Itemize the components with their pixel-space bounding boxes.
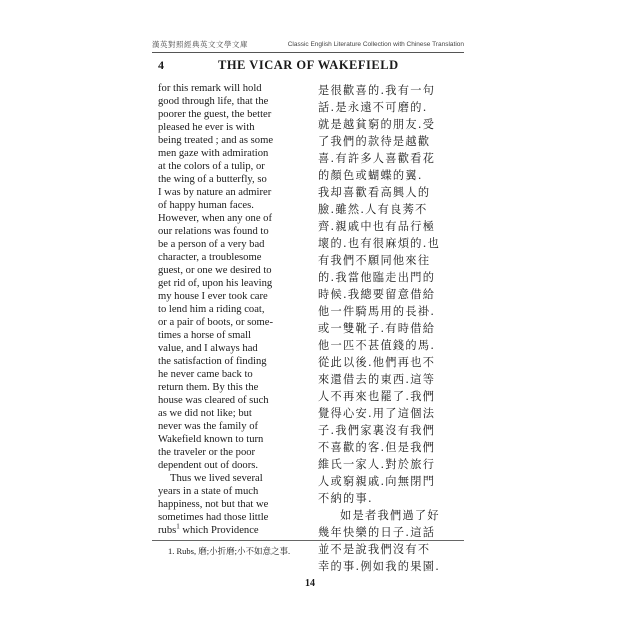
chinese-line: 人不再來也罷了.我們 bbox=[318, 390, 436, 403]
chinese-line: 幸的事.例如我的果園. bbox=[318, 560, 441, 573]
page-number-bottom: 14 bbox=[305, 578, 315, 589]
english-line: the satisfaction of finding bbox=[158, 356, 267, 367]
english-line: at the colors of a tulip, or bbox=[158, 161, 265, 172]
english-line: my house I ever took care bbox=[158, 291, 268, 302]
chinese-line: 或一雙靴子.有時借給 bbox=[318, 322, 436, 335]
running-head bbox=[152, 58, 464, 76]
chinese-line: 是很歡喜的.我有一句 bbox=[318, 84, 436, 97]
page-number-top: 4 bbox=[158, 58, 164, 72]
chinese-line: 從此以後.他們再也不 bbox=[318, 356, 436, 369]
english-line: be a person of a very bad bbox=[158, 239, 265, 250]
english-line: the wing of a butterfly, so bbox=[158, 174, 267, 185]
english-line: value, and I always had bbox=[158, 343, 258, 354]
footnote: 1. Rubs, 磨;小折磨;小不如意之事. bbox=[168, 546, 291, 556]
series-header bbox=[152, 38, 464, 50]
english-line: being treated ; and as some bbox=[158, 135, 274, 146]
chinese-column bbox=[318, 82, 466, 575]
header-rule bbox=[152, 52, 464, 53]
chinese-line: 他一件騎馬用的長褂. bbox=[318, 305, 436, 318]
english-line: as we did not like; but bbox=[158, 408, 252, 419]
english-line-with-footnote bbox=[158, 524, 310, 537]
chinese-line: 的顏色或蝴蝶的翼. bbox=[318, 169, 423, 182]
chinese-line: 並不是說我們沒有不 bbox=[318, 543, 431, 556]
english-column bbox=[158, 82, 310, 537]
english-line: of happy human faces. bbox=[158, 200, 254, 211]
chinese-line: 齊.親戚中也有品行極 bbox=[318, 220, 436, 233]
english-line: pleased he ever is with bbox=[158, 122, 255, 133]
english-line: dependent out of doors. bbox=[158, 460, 259, 471]
english-line: get rid of, upon his leaving bbox=[158, 278, 273, 289]
chinese-line: 人或窮親戚.向無閉門 bbox=[318, 475, 436, 488]
english-line: happiness, not but that we bbox=[158, 499, 269, 510]
chinese-line: 覺得心安.用了這個法 bbox=[318, 407, 436, 420]
chinese-line: 不喜歡的客.但是我們 bbox=[318, 441, 436, 454]
english-line: times a horse of small bbox=[158, 330, 251, 341]
english-line: our relations was found to bbox=[158, 226, 269, 237]
english-line: I was by nature an admirer bbox=[158, 187, 272, 198]
book-title: THE VICAR OF WAKEFIELD bbox=[218, 58, 399, 72]
english-line: Wakefield known to turn bbox=[158, 434, 264, 445]
chinese-line: 如是者我們過了好 bbox=[340, 509, 440, 522]
english-line: for this remark will hold bbox=[158, 83, 262, 94]
chinese-line: 不納的事. bbox=[318, 492, 373, 505]
english-line: poorer the guest, the better bbox=[158, 109, 272, 120]
english-line: to lend him a riding coat, bbox=[158, 304, 265, 315]
english-line: good through life, that the bbox=[158, 96, 269, 107]
english-line: house was cleared of such bbox=[158, 395, 269, 406]
english-line: However, when any one of bbox=[158, 213, 273, 224]
english-word: which Providence bbox=[182, 525, 259, 536]
english-line: character, a troublesome bbox=[158, 252, 262, 263]
english-line: or a pair of boots, or some- bbox=[158, 317, 274, 328]
chinese-line: 來還借去的東西.這等 bbox=[318, 373, 436, 386]
chinese-line: 了我們的款待是越歡 bbox=[318, 135, 431, 148]
english-line: Thus we lived several bbox=[170, 473, 263, 484]
chinese-line: 有我們不願同他來往 bbox=[318, 254, 431, 267]
english-line: the traveler or the poor bbox=[158, 447, 256, 458]
chinese-line: 喜.有許多人喜歡看花 bbox=[318, 152, 436, 165]
english-line: years in a state of much bbox=[158, 486, 259, 497]
series-title-english: Classic English Literature Collection with Chinese Translation bbox=[287, 40, 464, 48]
english-line: he never came back to bbox=[158, 369, 253, 380]
chinese-line: 話.是永遠不可磨的. bbox=[318, 101, 428, 114]
chinese-line: 維氏一家人.對於旅行 bbox=[318, 458, 436, 471]
english-line: guest, or one we desired to bbox=[158, 265, 272, 276]
chinese-line: 臉.雖然.人有良莠不 bbox=[318, 203, 428, 216]
english-line: sometimes had those little bbox=[158, 512, 269, 523]
chinese-line: 幾年快樂的日子.這話 bbox=[318, 526, 436, 539]
chinese-line: 子.我們家裏沒有我們 bbox=[318, 424, 436, 437]
footnote-marker: 1 bbox=[176, 522, 180, 531]
english-word: rubs bbox=[158, 525, 177, 536]
chinese-line: 的.我當他臨走出門的 bbox=[318, 271, 436, 284]
series-title-chinese: 漢英對照經典英文文學文庫 bbox=[152, 39, 248, 49]
english-line: never was the family of bbox=[158, 421, 259, 432]
english-line: men gaze with admiration bbox=[158, 148, 269, 159]
chinese-line: 壞的.也有很麻煩的.也 bbox=[318, 237, 441, 250]
footnote-rule bbox=[152, 540, 464, 541]
chinese-line: 他一匹不甚值錢的馬. bbox=[318, 339, 436, 352]
english-line: return them. By this the bbox=[158, 382, 259, 393]
chinese-line: 時候.我總要留意借給 bbox=[318, 288, 436, 301]
chinese-line: 我却喜歡看高興人的 bbox=[318, 186, 431, 199]
chinese-line: 就是越貧窮的朋友.受 bbox=[318, 118, 436, 131]
